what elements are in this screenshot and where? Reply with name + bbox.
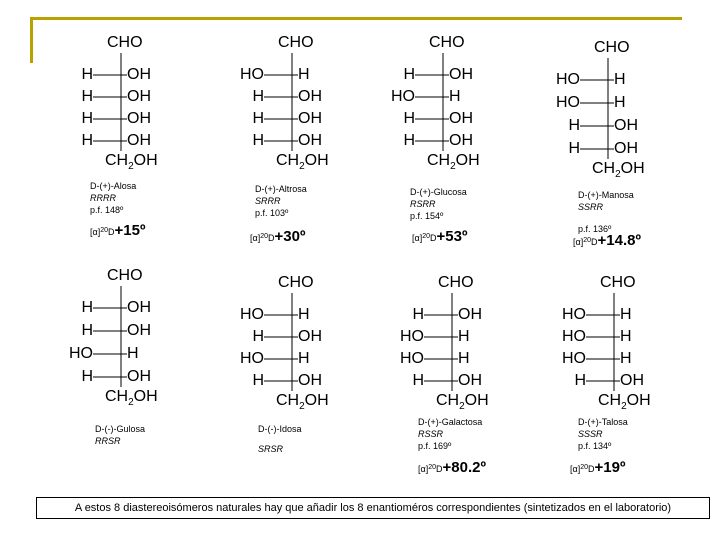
aldehyde-label: CHO: [107, 34, 143, 51]
info-galactosa: [418, 416, 482, 452]
sugar-config: SRSR: [258, 444, 284, 454]
substituent-right: OH: [449, 132, 473, 149]
substituent-right: H: [620, 306, 632, 323]
substituent-right: OH: [298, 132, 322, 149]
substituent-right: OH: [449, 110, 473, 127]
aldehyde-label: CHO: [278, 274, 314, 291]
sugar-config: RRSR: [95, 436, 121, 446]
melting-point: p.f. 103º: [255, 208, 289, 218]
melting-point: p.f. 136º: [578, 224, 612, 234]
substituent-right: OH: [298, 328, 322, 345]
fischer-galactosa: [402, 275, 562, 515]
sugar-name: D-(-)-Idosa: [258, 424, 302, 434]
hydroxymethyl-label: $CH_2OH$: [276, 392, 329, 412]
substituent-right: OH: [458, 372, 482, 389]
sugar-name: D-(-)-Gulosa: [95, 424, 146, 434]
hydroxymethyl-label: $CH_2OH$: [592, 160, 645, 180]
substituent-left: H: [81, 322, 93, 339]
substituent-right: OH: [458, 306, 482, 323]
info-idosa: [258, 423, 302, 455]
sugar-config: RSRR: [410, 199, 436, 209]
substituent-left: HO: [240, 66, 264, 83]
substituent-left: HO: [391, 88, 415, 105]
info-altrosa: [255, 183, 307, 219]
sugar-config: RRRR: [90, 193, 116, 203]
substituent-left: H: [81, 132, 93, 149]
substituent-left: H: [81, 88, 93, 105]
fischer-bonds: [402, 275, 562, 435]
substituent-right: H: [298, 306, 310, 323]
substituent-right: OH: [127, 299, 151, 316]
substituent-left: HO: [240, 350, 264, 367]
melting-point: p.f. 134º: [578, 441, 612, 451]
substituent-left: HO: [69, 345, 93, 362]
fischer-alosa: [75, 35, 235, 275]
hydroxymethyl-label: $CH_2OH$: [105, 388, 158, 408]
substituent-right: H: [127, 345, 139, 362]
substituent-left: HO: [400, 328, 424, 345]
substituent-left: H: [81, 299, 93, 316]
substituent-right: OH: [298, 110, 322, 127]
substituent-right: OH: [127, 322, 151, 339]
substituent-left: HO: [556, 94, 580, 111]
hydroxymethyl-label: $CH_2OH$: [598, 392, 651, 412]
aldehyde-label: CHO: [600, 274, 636, 291]
info-talosa: [578, 416, 628, 452]
sugar-config: SRRR: [255, 196, 281, 206]
substituent-right: H: [298, 350, 310, 367]
substituent-left: HO: [240, 306, 264, 323]
hydroxymethyl-label: $CH_2OH$: [427, 152, 480, 172]
substituent-left: H: [81, 66, 93, 83]
aldehyde-label: CHO: [438, 274, 474, 291]
substituent-left: H: [81, 368, 93, 385]
substituent-left: H: [252, 88, 264, 105]
substituent-left: H: [252, 372, 264, 389]
substituent-right: OH: [614, 140, 638, 157]
decorative-frame-top: [30, 17, 682, 20]
substituent-right: OH: [449, 66, 473, 83]
substituent-left: H: [403, 132, 415, 149]
sugar-config: SSSR: [578, 429, 603, 439]
substituent-right: H: [620, 328, 632, 345]
decorative-frame-left: [30, 17, 33, 63]
info-gulosa: [95, 423, 145, 447]
substituent-left: HO: [562, 328, 586, 345]
rotation-talosa: $[\alpha]^{20}D+19º$: [570, 459, 626, 476]
substituent-left: H: [403, 66, 415, 83]
info-alosa: [90, 180, 136, 216]
substituent-left: H: [568, 140, 580, 157]
substituent-right: H: [614, 71, 626, 88]
fischer-bonds: [240, 275, 400, 435]
substituent-left: H: [252, 110, 264, 127]
aldehyde-label: CHO: [107, 267, 143, 284]
sugar-name: D-(+)-Altrosa: [255, 184, 307, 194]
substituent-left: HO: [562, 306, 586, 323]
hydroxymethyl-label: $CH_2OH$: [436, 392, 489, 412]
substituent-left: H: [412, 306, 424, 323]
info-manosa: [578, 189, 634, 235]
substituent-left: H: [574, 372, 586, 389]
substituent-right: H: [458, 350, 470, 367]
fischer-bonds: [395, 35, 555, 195]
melting-point: p.f. 154º: [410, 211, 444, 221]
substituent-right: OH: [127, 110, 151, 127]
rotation-manosa: $[\alpha]^{20}D+14.8º$: [573, 232, 641, 249]
melting-point: p.f. 148º: [90, 205, 124, 215]
aldehyde-label: CHO: [429, 34, 465, 51]
substituent-right: OH: [614, 117, 638, 134]
hydroxymethyl-label: $CH_2OH$: [276, 152, 329, 172]
substituent-left: HO: [556, 71, 580, 88]
rotation-alosa: $[\alpha]^{20}D+15º$: [90, 222, 146, 239]
footer-note: A estos 8 diastereoisómeros naturales hay que añadir los 8 enantioméros correspondientes (sintetizados en el laboratorio): [36, 497, 710, 519]
substituent-left: H: [81, 110, 93, 127]
substituent-right: OH: [298, 88, 322, 105]
fischer-idosa: [240, 275, 400, 515]
substituent-right: H: [458, 328, 470, 345]
sugar-name: D-(+)-Alosa: [90, 181, 137, 191]
substituent-left: H: [252, 132, 264, 149]
hydroxymethyl-label: $CH_2OH$: [105, 152, 158, 172]
substituent-right: OH: [127, 132, 151, 149]
substituent-right: H: [298, 66, 310, 83]
sugar-config: RSSR: [418, 429, 444, 439]
substituent-right: H: [614, 94, 626, 111]
sugar-name: D-(+)-Glucosa: [410, 187, 467, 197]
rotation-glucosa: $[\alpha]^{20}D+53º$: [412, 228, 468, 245]
substituent-right: OH: [298, 372, 322, 389]
substituent-right: OH: [127, 88, 151, 105]
fischer-bonds: [75, 35, 235, 195]
substituent-left: H: [252, 328, 264, 345]
sugar-config: SSRR: [578, 202, 604, 212]
rotation-galactosa: $[\alpha]^{20}D+80.2º$: [418, 459, 486, 476]
rotation-altrosa: $[\alpha]^{20}D+30º$: [250, 228, 306, 245]
aldehyde-label: CHO: [278, 34, 314, 51]
substituent-right: OH: [620, 372, 644, 389]
substituent-right: OH: [127, 66, 151, 83]
fischer-talosa: [562, 275, 720, 515]
substituent-left: H: [412, 372, 424, 389]
fischer-gulosa: [69, 267, 235, 508]
aldehyde-label: CHO: [594, 39, 630, 56]
substituent-right: H: [449, 88, 461, 105]
substituent-left: HO: [562, 350, 586, 367]
substituent-left: HO: [400, 350, 424, 367]
sugar-name: D-(+)-Talosa: [578, 417, 628, 427]
substituent-left: H: [403, 110, 415, 127]
substituent-right: OH: [127, 368, 151, 385]
substituent-left: H: [568, 117, 580, 134]
info-glucosa: [410, 186, 467, 222]
substituent-right: H: [620, 350, 632, 367]
sugar-name: D-(+)-Galactosa: [418, 417, 483, 427]
melting-point: p.f. 169º: [418, 441, 452, 451]
sugar-name: D-(+)-Manosa: [578, 190, 634, 200]
